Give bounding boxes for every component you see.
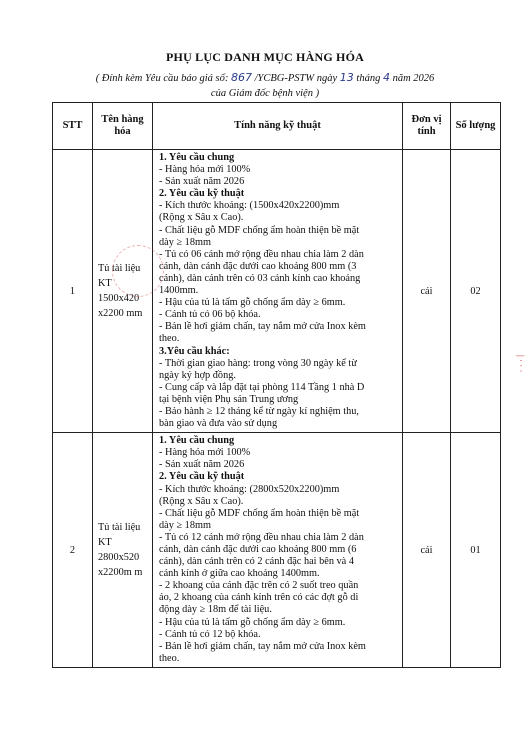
spec-line: - Bản lề hơi giảm chấn, tay nắm mở cửa Inox kèm xyxy=(159,640,366,652)
spec-line: 1400mm. xyxy=(159,285,199,297)
month-label: tháng xyxy=(356,73,381,84)
spec-line: - Hàng hóa mới 100% xyxy=(159,447,251,459)
spec-line: (Rộng x Sâu x Cao). xyxy=(159,212,244,224)
spec-line: - Cung cấp và lắp đặt tại phòng 114 Tầng 1 nhà D xyxy=(159,381,365,393)
row-specs xyxy=(153,150,403,433)
row-qty: 01 xyxy=(451,433,501,668)
spec-line: - Kích thước khoảng: (1500x420x2200)mm xyxy=(159,200,340,212)
subtitle-line2: của Giám đốc bệnh viện ) xyxy=(210,88,320,99)
table-row xyxy=(53,150,501,433)
row-name: Tủ tài liệu KT 2800x520 x2200m m xyxy=(93,433,153,668)
spec-section-heading: 3.Yêu cầu khác: xyxy=(159,345,230,357)
row-unit: cái xyxy=(403,150,451,433)
spec-line: - 2 khoang của cánh đặc trên có 2 suốt treo quần xyxy=(159,580,359,592)
row-name: Tủ tài liệu KT 1500x420 x2200 mm xyxy=(93,150,153,433)
spec-line: cánh), dàn cánh trên có 2 cánh đặc hai bên và 4 xyxy=(159,556,354,568)
goods-table xyxy=(52,102,501,668)
spec-line: - Hàng hóa mới 100% xyxy=(159,164,251,176)
subtitle-mid: /YCBG-PSTW ngày xyxy=(254,73,338,84)
spec-section-heading: 1. Yêu cầu chung xyxy=(159,152,235,163)
spec-line: áo, 2 khoang của cánh kính trên có các đợt gỗ di xyxy=(159,592,359,604)
request-day: 13 xyxy=(339,71,354,84)
table-row xyxy=(53,433,501,668)
spec-section-heading: 1. Yêu cầu chung xyxy=(159,435,235,447)
spec-line: - Bản lề hơi giảm chấn, tay nắm mở cửa Inox kèm xyxy=(159,321,366,333)
faint-stamp xyxy=(112,245,164,297)
year-text: năm 2026 xyxy=(392,73,435,84)
spec-line: - Sản xuất năm 2026 xyxy=(159,176,245,188)
spec-line: - Hậu của tủ là tấm gỗ chống ẩm dày ≥ 6mm. xyxy=(159,616,346,628)
spec-line: - Chất liệu gỗ MDF chống ẩm hoàn thiện bề mặt xyxy=(159,224,360,236)
spec-line: dày ≥ 18mm xyxy=(159,519,211,531)
spec-line: theo. xyxy=(159,652,180,664)
table-header-row xyxy=(53,103,501,150)
subtitle-prefix: ( Đính kèm Yêu cầu báo giá số: xyxy=(95,73,229,84)
row-stt: 1 xyxy=(53,150,93,433)
spec-line: - Kích thước khoảng: (2800x520x2200)mm xyxy=(159,483,340,495)
spec-line: tại bệnh viện Phụ sản Trung ương xyxy=(159,393,299,405)
spec-line: - Sản xuất năm 2026 xyxy=(159,459,245,471)
spec-line: cánh, dàn cánh đặc dưới cao khoảng 800 mm (3 xyxy=(159,260,357,272)
header-name: Tên hàng hóa xyxy=(93,103,153,150)
header-qty: Số lượng xyxy=(451,103,501,150)
row-qty: 02 xyxy=(451,150,501,433)
spec-line: cánh), dàn cánh trên có 03 cánh kính cao khoảng xyxy=(159,272,361,284)
spec-line: - Tủ có 12 cánh mở rộng đều nhau chia làm 2 dàn xyxy=(159,531,364,543)
spec-line: - Cánh tủ có 06 bộ khóa. xyxy=(159,309,261,321)
spec-line: - Thời gian giao hàng: trong vòng 30 ngày kể từ xyxy=(159,357,357,369)
spec-line: cánh, dàn cánh đặc dưới cao khoảng 800 mm (6 xyxy=(159,544,357,555)
row-specs xyxy=(153,433,403,668)
header-unit: Đơn vị tính xyxy=(403,103,451,150)
header-stt: STT xyxy=(53,103,93,150)
spec-line: cánh kính ở giữa cao khoảng 1400mm. xyxy=(159,568,320,580)
page-title: PHỤ LỤC DANH MỤC HÀNG HÓA xyxy=(166,50,364,64)
spec-line: theo. xyxy=(159,333,180,345)
spec-line: động dày ≥ 18m để tài liệu. xyxy=(159,604,272,616)
spec-section-heading: 2. Yêu cầu kỹ thuật xyxy=(159,471,245,483)
edge-scan-mark: | · · · xyxy=(516,355,526,373)
spec-line: - Tủ có 06 cánh mở rộng đều nhau chia làm 2 dàn xyxy=(159,248,364,260)
row-stt: 2 xyxy=(53,433,93,668)
request-number: 867 xyxy=(231,71,252,84)
spec-line: bàn giao và đưa vào sử dụng xyxy=(159,418,278,430)
row-unit: cái xyxy=(403,433,451,668)
spec-line: dày ≥ 18mm xyxy=(159,236,211,248)
spec-line: - Hậu của tủ là tấm gỗ chống ẩm dày ≥ 6mm. xyxy=(159,297,346,309)
request-month: 4 xyxy=(382,71,390,84)
header-specs: Tính năng kỹ thuật xyxy=(153,103,403,150)
spec-line: - Cánh tủ có 12 bộ khóa. xyxy=(159,628,261,640)
spec-line: - Bảo hành ≥ 12 tháng kể từ ngày kí nghiệm thu, xyxy=(159,405,359,417)
spec-line: (Rộng x Sâu x Cao). xyxy=(159,495,244,507)
spec-section-heading: 2. Yêu cầu kỹ thuật xyxy=(159,188,245,200)
spec-line: - Chất liệu gỗ MDF chống ẩm hoàn thiện bề mặt xyxy=(159,507,360,519)
subtitle xyxy=(40,70,490,101)
spec-line: ngày ký hợp đồng. xyxy=(159,369,236,381)
